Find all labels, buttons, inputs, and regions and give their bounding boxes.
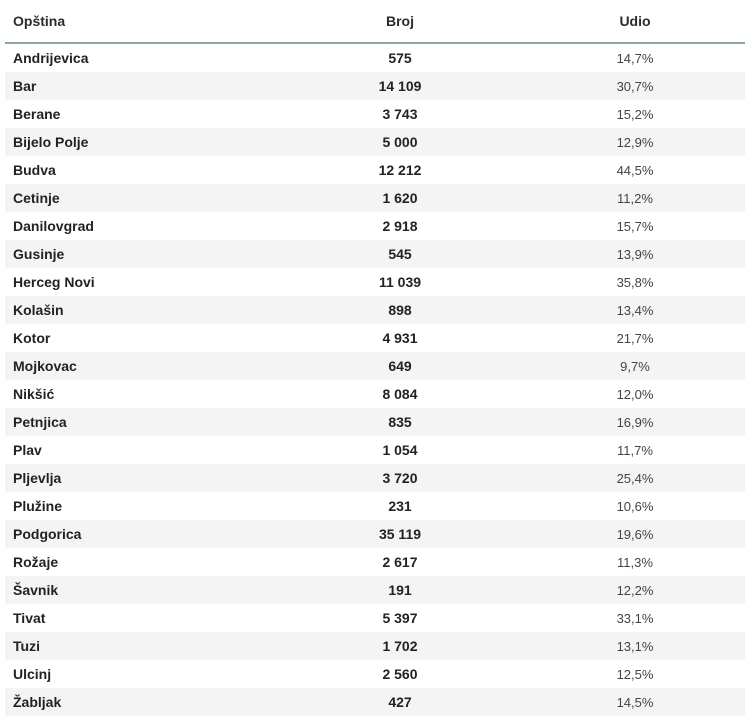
table-row [5, 492, 745, 520]
share-cell: 12,9% [616, 134, 654, 150]
table-row [5, 100, 745, 128]
table-row [5, 268, 745, 296]
municipality-cell: Rožaje [13, 554, 59, 570]
table-body [5, 44, 745, 716]
count-cell: 1 702 [382, 638, 418, 654]
table-row [5, 296, 745, 324]
municipality-cell: Žabljak [13, 694, 62, 710]
municipality-cell: Danilovgrad [13, 218, 94, 234]
count-cell: 3 720 [382, 470, 418, 486]
share-cell: 19,6% [616, 526, 654, 542]
table-row [5, 436, 745, 464]
municipality-cell: Berane [13, 106, 61, 122]
municipality-cell: Tivat [13, 610, 46, 626]
header-count[interactable]: Broj [386, 13, 414, 29]
table-row [5, 688, 745, 716]
table-row [5, 464, 745, 492]
share-cell: 12,2% [616, 582, 654, 598]
municipality-cell: Plav [13, 442, 42, 458]
header-share[interactable]: Udio [619, 13, 651, 29]
share-cell: 13,9% [616, 246, 654, 262]
municipality-cell: Bar [13, 78, 37, 94]
municipality-cell: Kotor [13, 330, 51, 346]
table-row [5, 128, 745, 156]
count-cell: 8 084 [382, 386, 418, 402]
count-cell: 835 [388, 414, 412, 430]
table-row [5, 72, 745, 100]
municipality-cell: Budva [13, 162, 56, 178]
count-cell: 2 560 [382, 666, 418, 682]
count-cell: 35 119 [378, 526, 422, 542]
municipality-cell: Ulcinj [13, 666, 52, 682]
share-cell: 12,5% [616, 666, 654, 682]
count-cell: 898 [388, 302, 412, 318]
share-cell: 14,7% [616, 50, 654, 66]
municipality-cell: Gusinje [13, 246, 65, 262]
share-cell: 12,0% [616, 386, 654, 402]
share-cell: 11,3% [617, 554, 653, 570]
count-cell: 191 [388, 582, 412, 598]
share-cell: 15,2% [616, 106, 654, 122]
table-row [5, 44, 745, 72]
table-row [5, 380, 745, 408]
table-row [5, 156, 745, 184]
share-cell: 11,7% [617, 442, 653, 458]
table-row [5, 240, 745, 268]
table-row [5, 660, 745, 688]
table-row [5, 520, 745, 548]
table-row [5, 408, 745, 436]
count-cell: 575 [388, 50, 412, 66]
count-cell: 11 039 [378, 274, 422, 290]
share-cell: 21,7% [616, 330, 654, 346]
table-row [5, 632, 745, 660]
municipality-cell: Tuzi [13, 638, 40, 654]
share-cell: 16,9% [616, 414, 654, 430]
count-cell: 427 [388, 694, 412, 710]
table-row [5, 212, 745, 240]
share-cell: 10,6% [616, 498, 654, 514]
header-municipality[interactable]: Opština [13, 13, 66, 29]
share-cell: 9,7% [620, 358, 650, 374]
municipality-cell: Šavnik [13, 582, 59, 598]
count-cell: 5 397 [382, 610, 418, 626]
count-cell: 231 [388, 498, 412, 514]
municipality-cell: Kolašin [13, 302, 64, 318]
share-cell: 44,5% [616, 162, 654, 178]
municipality-cell: Petnjica [13, 414, 67, 430]
municipality-cell: Pljevlja [13, 470, 62, 486]
count-cell: 4 931 [382, 330, 418, 346]
municipality-cell: Mojkovac [13, 358, 77, 374]
table-header [5, 0, 745, 44]
municipality-cell: Podgorica [13, 526, 82, 542]
municipality-table [5, 0, 745, 716]
table-row [5, 352, 745, 380]
count-cell: 3 743 [382, 106, 418, 122]
table-row [5, 324, 745, 352]
table-row [5, 548, 745, 576]
share-cell: 33,1% [616, 610, 654, 626]
count-cell: 5 000 [382, 134, 418, 150]
municipality-cell: Andrijevica [13, 50, 89, 66]
share-cell: 35,8% [616, 274, 654, 290]
municipality-cell: Plužine [13, 498, 63, 514]
share-cell: 13,1% [616, 638, 654, 654]
municipality-cell: Bijelo Polje [13, 134, 89, 150]
count-cell: 2 617 [382, 554, 418, 570]
count-cell: 1 620 [382, 190, 418, 206]
municipality-cell: Herceg Novi [13, 274, 95, 290]
count-cell: 1 054 [382, 442, 418, 458]
share-cell: 13,4% [616, 302, 654, 318]
share-cell: 30,7% [616, 78, 654, 94]
table-row [5, 184, 745, 212]
municipality-cell: Nikšić [13, 386, 55, 402]
share-cell: 11,2% [617, 190, 653, 206]
share-cell: 25,4% [616, 470, 654, 486]
count-cell: 545 [388, 246, 412, 262]
share-cell: 15,7% [616, 218, 654, 234]
count-cell: 14 109 [378, 78, 422, 94]
table-row [5, 604, 745, 632]
municipality-cell: Cetinje [13, 190, 60, 206]
share-cell: 14,5% [616, 694, 654, 710]
count-cell: 649 [388, 358, 412, 374]
count-cell: 2 918 [382, 218, 418, 234]
table-row [5, 576, 745, 604]
count-cell: 12 212 [378, 162, 422, 178]
